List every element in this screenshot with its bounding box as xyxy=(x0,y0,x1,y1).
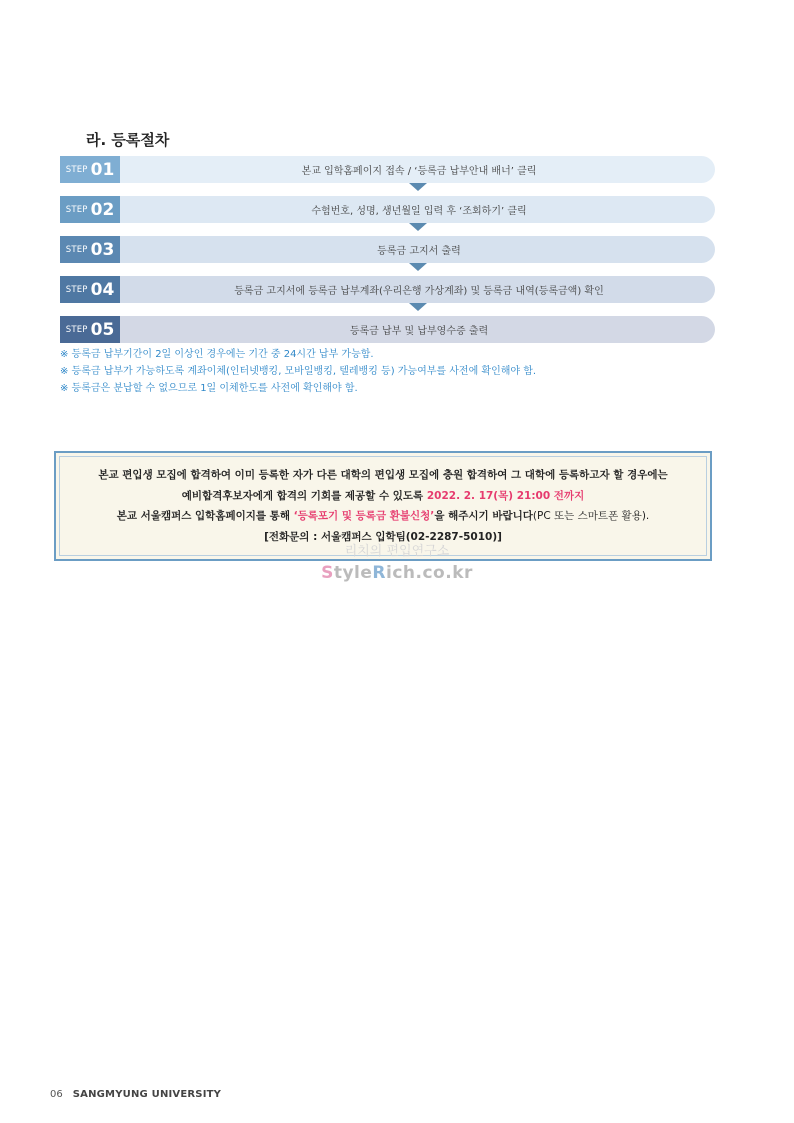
step-description-4: 등록금 고지서에 등록금 납부계좌(우리은행 가상계좌) 및 등록금 내역(등록금액) 확인 xyxy=(115,276,715,303)
deadline-highlight: 2022. 2. 17(목) 21:00 전까지 xyxy=(426,489,585,502)
step-number: 01 xyxy=(90,159,115,180)
step-badge-5 xyxy=(60,316,120,343)
page-number: 06 xyxy=(50,1089,63,1100)
step-description-5: 등록금 납부 및 납부영수증 출력 xyxy=(115,316,715,343)
watermark-text: tyle xyxy=(333,563,373,583)
notice-text: (PC 또는 스마트폰 활용). xyxy=(532,510,650,522)
step-number: 03 xyxy=(90,239,115,260)
watermark-letter-r: R xyxy=(372,563,387,583)
step-row-4 xyxy=(60,276,715,303)
note-item: ※ 등록금 납부가 가능하도록 계좌이체(인터넷뱅킹, 모바일뱅킹, 텔레뱅킹 등) 가능여부를 사전에 확인해야 함. xyxy=(60,366,537,377)
payment-notes xyxy=(60,346,536,397)
note-item: ※ 등록금은 분납할 수 없으므로 1일 이체한도를 사전에 확인해야 함. xyxy=(60,383,358,394)
note-item: ※ 등록금 납부기간이 2일 이상인 경우에는 기간 중 24시간 납부 가능함. xyxy=(60,349,374,360)
notice-text: 본교 서울캠퍼스 입학홈페이지를 통해 xyxy=(116,510,294,522)
step-number: 04 xyxy=(90,279,115,300)
step-number: 02 xyxy=(90,199,115,220)
down-arrow-icon xyxy=(409,303,427,311)
step-word: STEP xyxy=(65,244,88,255)
registration-steps xyxy=(60,156,715,356)
step-word: STEP xyxy=(65,164,88,175)
step-badge-1 xyxy=(60,156,120,183)
notice-contact: [전화문의 : 서울캠퍼스 입학팀(02-2287-5010)] xyxy=(264,530,502,543)
down-arrow-icon xyxy=(409,183,427,191)
step-word: STEP xyxy=(65,284,88,295)
step-row-2 xyxy=(60,196,715,223)
page-footer xyxy=(50,1089,221,1100)
step-row-5 xyxy=(60,316,715,343)
watermark-subtitle: 리치의 편입연구소 xyxy=(344,544,450,559)
watermark-letter-s: S xyxy=(321,563,334,583)
step-description-2: 수험번호, 성명, 생년월일 입력 후 ‘조회하기’ 클릭 xyxy=(115,196,715,223)
step-badge-2 xyxy=(60,196,120,223)
step-word: STEP xyxy=(65,204,88,215)
refund-request-highlight: ‘등록포기 및 등록금 환불신청’ xyxy=(293,510,435,522)
down-arrow-icon xyxy=(409,223,427,231)
step-badge-4 xyxy=(60,276,120,303)
step-row-3 xyxy=(60,236,715,263)
watermark-text: ich.co.kr xyxy=(386,563,473,583)
notice-line-3 xyxy=(117,506,650,527)
university-name: SANGMYUNG UNIVERSITY xyxy=(72,1089,222,1100)
notice-text: 예비합격후보자에게 합격의 기회를 제공할 수 있도록 xyxy=(181,489,427,502)
step-word: STEP xyxy=(65,324,88,335)
notice-line-2 xyxy=(182,486,584,507)
step-description-1: 본교 입학홈페이지 접속 / ‘등록금 납부안내 배너’ 클릭 xyxy=(115,156,715,183)
notice-line-1: 본교 편입생 모집에 합격하여 이미 등록한 자가 다른 대학의 편입생 모집에 충원 합격하여 그 대학에 등록하고자 할 경우에는 xyxy=(98,469,668,481)
step-badge-3 xyxy=(60,236,120,263)
step-row-1 xyxy=(60,156,715,183)
notice-text: 을 해주시기 바랍니다 xyxy=(434,510,533,522)
down-arrow-icon xyxy=(409,263,427,271)
watermark xyxy=(0,563,794,583)
section-title: 라. 등록절차 xyxy=(86,131,170,149)
step-description-3: 등록금 고지서 출력 xyxy=(115,236,715,263)
step-number: 05 xyxy=(90,319,115,340)
